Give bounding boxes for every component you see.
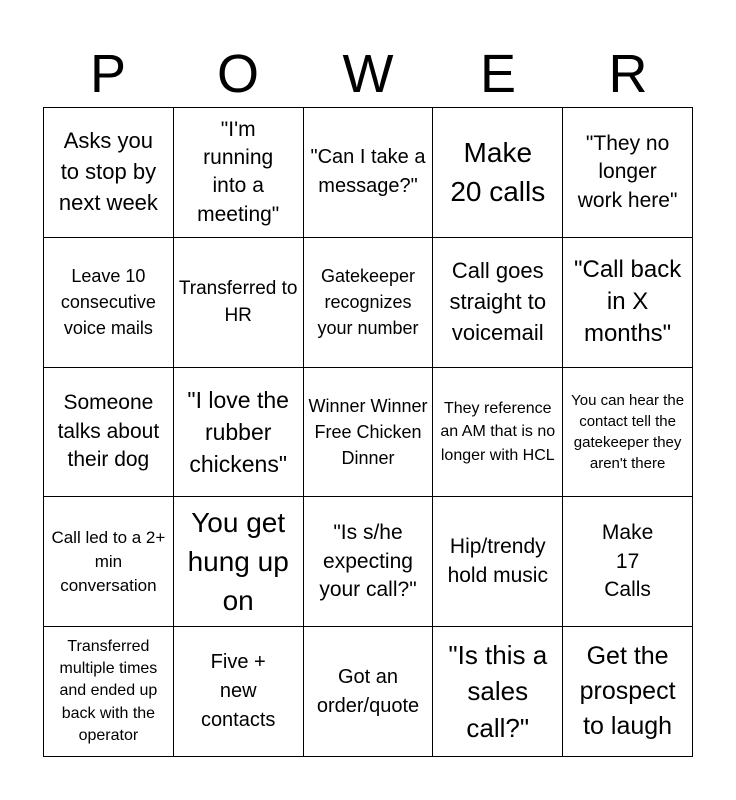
- header-letter-p: P: [89, 44, 127, 104]
- cell-label: Got an order/quote: [316, 665, 420, 717]
- cell-label: Winner Winner Free Chicken Dinner: [308, 395, 428, 469]
- cell-label: Make 17 Calls: [601, 521, 654, 601]
- bingo-cell-1-4[interactable]: [433, 108, 563, 238]
- bingo-cell-4-1[interactable]: [44, 497, 174, 627]
- cell-label: Leave 10 consecutive voice mails: [60, 266, 156, 339]
- bingo-cell-2-2[interactable]: [174, 238, 304, 368]
- cell-label: Transferred to HR: [178, 277, 298, 327]
- bingo-cell-2-4[interactable]: [433, 238, 563, 368]
- bingo-cell-2-3[interactable]: [304, 238, 434, 368]
- cell-label: Someone talks about their dog: [57, 391, 160, 472]
- cell-label: "I love the rubber chickens": [187, 386, 289, 478]
- cell-label: Five + new contacts: [200, 651, 276, 732]
- bingo-cell-3-2[interactable]: [174, 368, 304, 498]
- cell-label: "They no longer work here": [577, 131, 678, 212]
- bingo-cell-1-1[interactable]: [44, 108, 174, 238]
- bingo-cell-3-5[interactable]: [563, 368, 693, 498]
- bingo-cell-3-3[interactable]: [304, 368, 434, 498]
- header-letter-w: W: [342, 44, 394, 104]
- cell-label: Transferred multiple times and ended up back with the operator: [59, 637, 158, 745]
- bingo-cell-1-5[interactable]: [563, 108, 693, 238]
- cell-label: "Call back in X months": [573, 255, 682, 348]
- cell-label: Asks you to stop by next week: [58, 128, 158, 215]
- bingo-cell-4-5[interactable]: [563, 497, 693, 627]
- cell-label: "Is s/he expecting your call?": [319, 521, 417, 601]
- bingo-cell-3-4[interactable]: [433, 368, 563, 498]
- cell-label: "I'm running into a meeting": [197, 117, 280, 226]
- bingo-grid: [43, 107, 693, 757]
- bingo-header: [43, 42, 693, 106]
- cell-label: Make 20 calls: [450, 137, 546, 208]
- bingo-cell-1-3[interactable]: [304, 108, 434, 238]
- header-letter-e: E: [479, 44, 517, 104]
- bingo-cell-4-3[interactable]: [304, 497, 434, 627]
- cell-label: They reference an AM that is no longer with HCL: [440, 400, 556, 464]
- bingo-cell-5-5[interactable]: [563, 627, 693, 757]
- cell-label: Call goes straight to voicemail: [449, 258, 547, 345]
- cell-label: Hip/trendy hold music: [447, 535, 548, 587]
- bingo-cell-4-4[interactable]: [433, 497, 563, 627]
- bingo-cell-1-2[interactable]: [174, 108, 304, 238]
- bingo-cell-3-1[interactable]: [44, 368, 174, 498]
- cell-label: "Is this a sales call?": [448, 640, 548, 743]
- cell-label: Gatekeeper recognizes your number: [317, 266, 419, 339]
- bingo-cell-5-4[interactable]: [433, 627, 563, 757]
- bingo-cell-2-5[interactable]: [563, 238, 693, 368]
- cell-label: Call led to a 2+ min conversation: [51, 528, 166, 595]
- header-letter-o: O: [216, 44, 259, 104]
- cell-label: You can hear the contact tell the gatekeeper they aren't there: [571, 391, 685, 472]
- cell-label: "Can I take a message?": [310, 146, 426, 198]
- bingo-cell-2-1[interactable]: [44, 238, 174, 368]
- bingo-cell-5-3[interactable]: [304, 627, 434, 757]
- cell-label: Get the prospect to laugh: [579, 642, 676, 741]
- cell-label: You get hung up on: [187, 507, 289, 617]
- bingo-cell-5-1[interactable]: [44, 627, 174, 757]
- bingo-cell-4-2[interactable]: [174, 497, 304, 627]
- header-letter-r: R: [608, 44, 648, 104]
- bingo-cell-5-2[interactable]: [174, 627, 304, 757]
